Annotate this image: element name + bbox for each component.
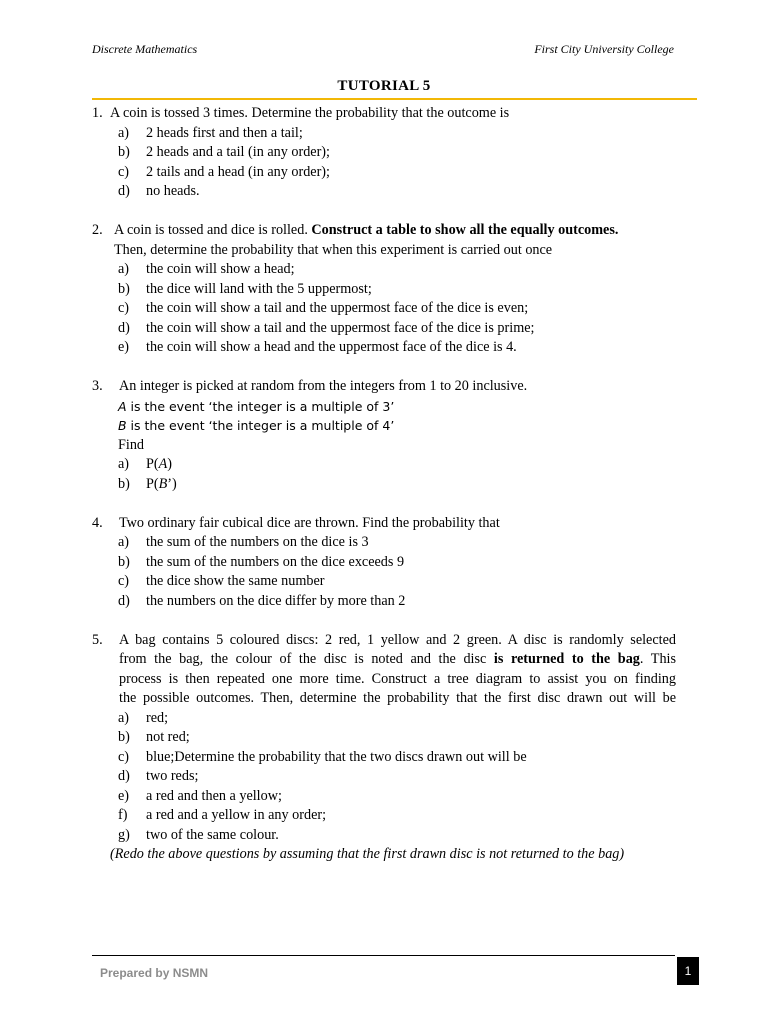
question-text: A coin is tossed 3 times. Determine the probability that the outcome is xyxy=(110,105,510,121)
question-number: 1. xyxy=(92,105,103,121)
list-item: f) a red and a yellow in any order; xyxy=(118,807,327,823)
find-label: Find xyxy=(118,436,145,453)
list-item: a) red; xyxy=(118,709,169,726)
list-item: d) the numbers on the dice differ by more than 2 xyxy=(118,592,406,609)
list-item: a) 2 heads first and then a tail; xyxy=(118,124,303,141)
question-text: A bag contains 5 coloured discs: 2 red, 1 yellow and 2 green. A disc is randomly selected from the bag, the colour of the disc is noted and the disc is returned to the bag. This process is then repeated one more time. Construct a tree diagram to assist you on finding the possible outcomes. Then, determine the probability that the first disc drawn out will be xyxy=(119,631,676,706)
question-text: An integer is picked at random from the integers from 1 to 20 inclusive. xyxy=(119,378,528,394)
title-divider xyxy=(92,98,697,100)
list-item: c) the dice show the same number xyxy=(118,573,325,589)
header-course: Discrete Mathematics xyxy=(92,42,198,56)
question-continuation: Then, determine the probability that when this experiment is carried out once xyxy=(114,241,553,258)
event-a-definition: A is the event ‘the integer is a multiple of 3’ xyxy=(118,398,395,414)
question-3 xyxy=(0,377,768,494)
question-5 xyxy=(0,631,768,865)
list-item: d) no heads. xyxy=(118,183,200,199)
footer-prepared-by: Prepared by NSMN xyxy=(100,966,209,980)
footer-divider xyxy=(92,955,675,956)
list-item: b) 2 heads and a tail (in any order); xyxy=(118,144,330,160)
list-item: d) the coin will show a tail and the uppermost face of the dice is prime; xyxy=(118,319,535,336)
question-number: 3. xyxy=(92,378,103,394)
list-item: e) the coin will show a head and the uppermost face of the dice is 4. xyxy=(118,339,517,355)
question-emphasis: Construct a table to show all the equally outcomes. xyxy=(311,222,619,238)
list-item: a) P(A) xyxy=(118,456,173,472)
question-number: 5. xyxy=(92,631,103,648)
list-item: b) the sum of the numbers on the dice exceeds 9 xyxy=(118,553,405,570)
tutorial-body xyxy=(0,104,768,865)
question-number: 4. xyxy=(92,514,103,531)
question-4 xyxy=(0,514,768,612)
list-item: a) the coin will show a head; xyxy=(118,261,295,277)
list-item: b) not red; xyxy=(118,729,190,745)
list-item: d) two reds; xyxy=(118,768,199,784)
list-item: c) the coin will show a tail and the uppermost face of the dice is even; xyxy=(118,300,529,316)
question-emphasis: is returned to the bag xyxy=(493,651,640,667)
header-institution: First City University College xyxy=(534,42,674,56)
list-item: c) 2 tails and a head (in any order); xyxy=(118,163,330,180)
list-item: e) a red and then a yellow; xyxy=(118,787,282,804)
question-text: A coin is tossed and dice is rolled. Construct a table to show all the equally outcomes. xyxy=(114,222,619,238)
list-item: a) the sum of the numbers on the dice is 3 xyxy=(118,534,369,550)
list-item: g) two of the same colour. xyxy=(118,826,279,843)
list-item: c) blue;Determine the probability that the two discs drawn out will be xyxy=(118,748,527,765)
question-1 xyxy=(0,104,768,202)
page-number: 1 xyxy=(677,957,699,985)
event-b-definition: B is the event ‘the integer is a multiple of 4’ xyxy=(118,418,395,433)
list-item: b) the dice will land with the 5 uppermost; xyxy=(118,280,372,297)
question-2 xyxy=(0,221,768,358)
question-number: 2. xyxy=(92,222,103,238)
question-text: Two ordinary fair cubical dice are thrown. Find the probability that xyxy=(119,514,500,531)
redo-note: (Redo the above questions by assuming that the first drawn disc is not returned to the bag) xyxy=(110,846,625,862)
page-title: TUTORIAL 5 xyxy=(337,78,431,94)
list-item: b) P(B’) xyxy=(118,475,177,492)
